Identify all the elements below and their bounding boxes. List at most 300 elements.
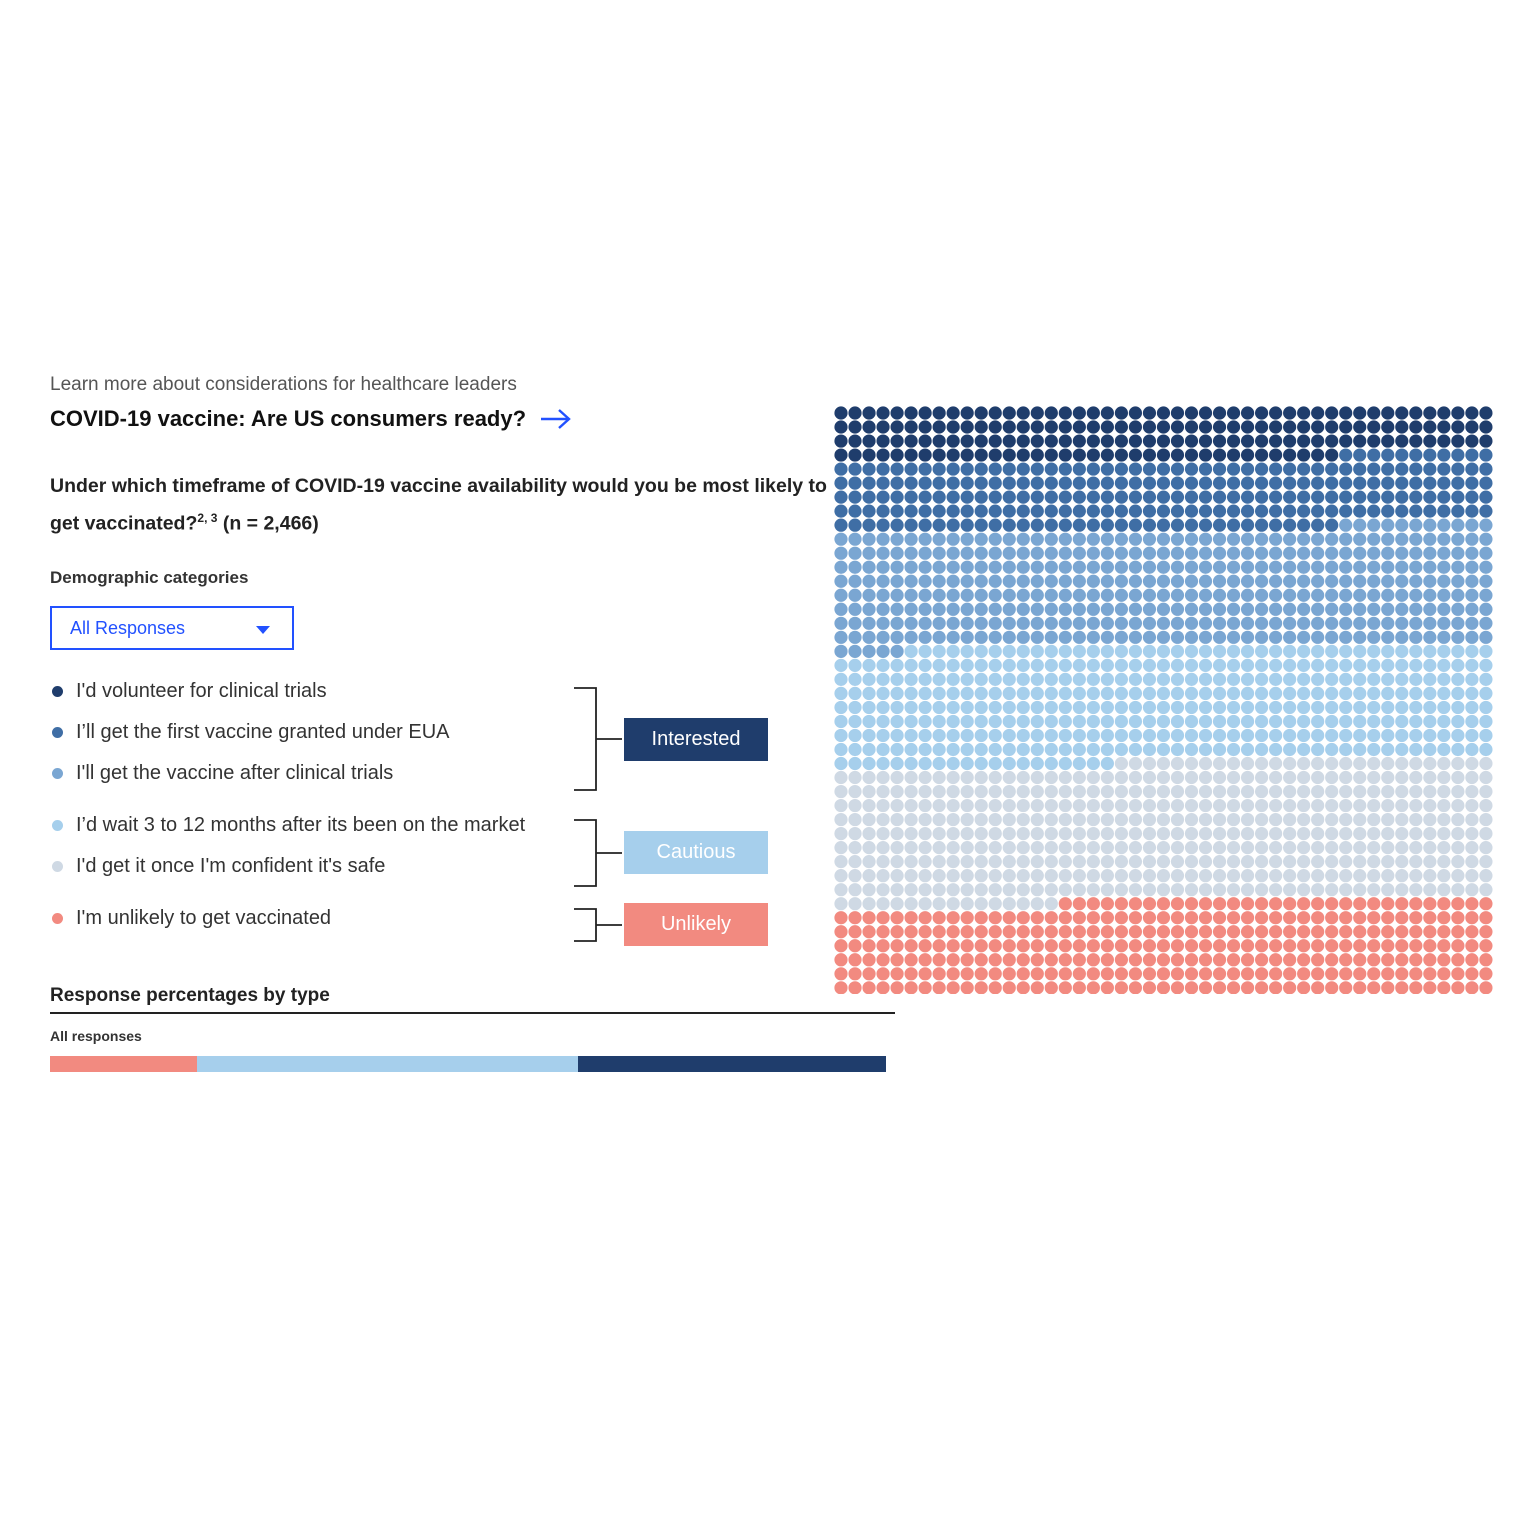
waffle-dot [1185,925,1198,938]
waffle-dot [961,981,974,994]
waffle-dot [919,575,932,588]
waffle-dot [876,785,889,798]
waffle-dot [1241,981,1254,994]
waffle-dot [1423,448,1436,461]
waffle-dot [1129,645,1142,658]
waffle-dot [947,631,960,644]
waffle-dot [1325,420,1338,433]
waffle-dot [1115,589,1128,602]
waffle-dot [975,715,988,728]
waffle-dot [1171,883,1184,896]
waffle-dot [1479,434,1492,447]
waffle-dot [1325,603,1338,616]
waffle-dot [1325,939,1338,952]
waffle-dot [876,420,889,433]
waffle-dot [1241,491,1254,504]
waffle-dot [1227,869,1240,882]
waffle-dot [848,603,861,616]
waffle-dot [1465,617,1478,630]
waffle-dot [1381,827,1394,840]
waffle-dot [1227,771,1240,784]
waffle-dot [1031,420,1044,433]
waffle-dot [1003,477,1016,490]
waffle-dot [848,827,861,840]
waffle-dot [1409,967,1422,980]
waffle-dot [1437,883,1450,896]
waffle-dot [1339,575,1352,588]
waffle-dot [1073,939,1086,952]
caret-down-icon [256,618,270,639]
waffle-dot [1423,715,1436,728]
waffle-dot [1031,883,1044,896]
waffle-dot [1297,953,1310,966]
waffle-dot [1003,448,1016,461]
waffle-dot [989,547,1002,560]
bar-segment-interested [578,1056,886,1072]
unlikely-bracket [570,907,626,943]
waffle-dot [1409,547,1422,560]
waffle-dot [1451,939,1464,952]
waffle-dot [890,883,903,896]
waffle-dot [1213,953,1226,966]
waffle-dot [862,659,875,672]
waffle-dot [862,505,875,518]
waffle-dot [1059,785,1072,798]
waffle-dot [862,547,875,560]
waffle-dot [848,589,861,602]
waffle-dot [1423,883,1436,896]
waffle-dot [1045,855,1058,868]
waffle-dot [1213,406,1226,419]
waffle-dot [834,883,847,896]
waffle-dot [1325,406,1338,419]
waffle-dot [1325,785,1338,798]
waffle-dot [834,477,847,490]
waffle-dot [1409,645,1422,658]
waffle-dot [1395,491,1408,504]
waffle-dot [1311,533,1324,546]
waffle-dot [1241,687,1254,700]
waffle-dot [1171,827,1184,840]
waffle-dot [1367,547,1380,560]
waffle-dot [989,462,1002,475]
waffle-dot [1101,869,1114,882]
waffle-dot [1017,491,1030,504]
waffle-dot [1241,701,1254,714]
waffle-dot [1017,603,1030,616]
waffle-dot [1241,659,1254,672]
waffle-dot [1381,967,1394,980]
waffle-dot [1143,617,1156,630]
waffle-dot [834,925,847,938]
waffle-dot [989,827,1002,840]
waffle-dot [1465,771,1478,784]
waffle-dot [1465,743,1478,756]
bar-segment-cautious [197,1056,578,1072]
waffle-dot [1325,491,1338,504]
waffle-dot [1171,589,1184,602]
waffle-dot [1129,813,1142,826]
waffle-dot [1339,659,1352,672]
waffle-dot [989,561,1002,574]
waffle-dot [1353,869,1366,882]
waffle-dot [1339,757,1352,770]
waffle-dot [1241,953,1254,966]
waffle-dot [1311,869,1324,882]
waffle-dot [848,701,861,714]
waffle-dot [1101,589,1114,602]
waffle-dot [1241,729,1254,742]
waffle-dot [1101,897,1114,910]
waffle-dot [1255,673,1268,686]
waffle-dot [834,869,847,882]
waffle-dot [1227,617,1240,630]
waffle-dot [1227,687,1240,700]
demographic-select[interactable] [50,606,294,650]
waffle-dot [933,729,946,742]
waffle-dot [1227,967,1240,980]
waffle-dot [1395,659,1408,672]
waffle-dot [1199,406,1212,419]
waffle-dot [1213,477,1226,490]
waffle-dot [1045,406,1058,419]
waffle-dot [1479,799,1492,812]
waffle-dot [848,771,861,784]
waffle-dot [1199,953,1212,966]
waffle-dot [1367,687,1380,700]
waffle-dot [989,841,1002,854]
waffle-dot [1241,967,1254,980]
waffle-dot [1297,659,1310,672]
waffle-dot [1283,547,1296,560]
waffle-dot [1003,519,1016,532]
waffle-dot [1059,939,1072,952]
waffle-dot [1199,547,1212,560]
waffle-dot [1045,729,1058,742]
waffle-dot [1269,406,1282,419]
waffle-dot [1241,869,1254,882]
waffle-dot [1297,505,1310,518]
waffle-dot [933,491,946,504]
waffle-dot [905,617,918,630]
waffle-dot [1157,420,1170,433]
waffle-dot [933,981,946,994]
arrow-right-icon[interactable] [540,408,572,430]
waffle-dot [1479,603,1492,616]
waffle-dot [1409,771,1422,784]
waffle-dot [1031,953,1044,966]
waffle-dot [1003,561,1016,574]
waffle-dot [1171,715,1184,728]
waffle-dot [961,617,974,630]
waffle-dot [876,925,889,938]
waffle-dot [1479,841,1492,854]
waffle-dot [1017,925,1030,938]
waffle-dot [1101,757,1114,770]
waffle-dot [1311,785,1324,798]
waffle-dot [1325,617,1338,630]
waffle-dot [1241,757,1254,770]
waffle-dot [1213,897,1226,910]
waffle-dot [848,645,861,658]
waffle-dot [1353,855,1366,868]
waffle-dot [1213,743,1226,756]
waffle-dot [1479,659,1492,672]
waffle-dot [961,771,974,784]
waffle-dot [1465,420,1478,433]
waffle-dot [1171,645,1184,658]
waffle-dot [919,448,932,461]
waffle-dot [1325,701,1338,714]
waffle-dot [1115,743,1128,756]
waffle-dot [1003,491,1016,504]
waffle-dot [1395,925,1408,938]
waffle-dot [1311,631,1324,644]
waffle-dot [1031,925,1044,938]
waffle-dot [1017,981,1030,994]
waffle-dot [961,855,974,868]
waffle-dot [1003,799,1016,812]
waffle-dot [1381,505,1394,518]
waffle-dot [1143,645,1156,658]
waffle-dot [834,673,847,686]
waffle-dot [1367,617,1380,630]
waffle-dot [862,491,875,504]
waffle-dot [1157,967,1170,980]
waffle-dot [989,617,1002,630]
waffle-dot [1185,715,1198,728]
waffle-dot [1171,505,1184,518]
waffle-dot [890,673,903,686]
article-link[interactable] [50,406,572,432]
waffle-dot [1045,434,1058,447]
waffle-dot [1381,673,1394,686]
waffle-dot [1115,883,1128,896]
waffle-dot [834,561,847,574]
waffle-dot [1059,617,1072,630]
waffle-dot [1479,575,1492,588]
waffle-dot [1129,729,1142,742]
waffle-dot [876,701,889,714]
waffle-dot [876,434,889,447]
waffle-dot [1395,715,1408,728]
waffle-dot [1227,505,1240,518]
waffle-dot [1157,533,1170,546]
waffle-dot [947,771,960,784]
waffle-dot [848,813,861,826]
waffle-dot [1381,575,1394,588]
waffle-dot [1115,645,1128,658]
waffle-dot [890,631,903,644]
waffle-dot [919,715,932,728]
waffle-dot [1297,911,1310,924]
waffle-dot [933,448,946,461]
waffle-dot [1185,701,1198,714]
waffle-dot [1339,462,1352,475]
waffle-dot [961,505,974,518]
waffle-dot [1311,827,1324,840]
waffle-dot [1129,897,1142,910]
waffle-dot [1465,561,1478,574]
waffle-dot [1451,687,1464,700]
waffle-dot [1031,785,1044,798]
waffle-dot [1339,589,1352,602]
waffle-dot [919,561,932,574]
waffle-dot [1395,939,1408,952]
waffle-dot [1437,757,1450,770]
waffle-dot [1465,869,1478,882]
waffle-dot [1003,603,1016,616]
waffle-dot [1101,575,1114,588]
waffle-dot [834,743,847,756]
waffle-dot [1479,953,1492,966]
waffle-dot [1017,575,1030,588]
waffle-dot [1437,420,1450,433]
waffle-dot [947,715,960,728]
waffle-dot [1031,897,1044,910]
waffle-dot [1311,925,1324,938]
waffle-dot [890,771,903,784]
waffle-dot [905,547,918,560]
waffle-dot [1395,533,1408,546]
waffle-dot [1157,505,1170,518]
waffle-dot [1437,771,1450,784]
waffle-dot [862,477,875,490]
waffle-dot [975,799,988,812]
waffle-dot [1325,533,1338,546]
waffle-dot [890,645,903,658]
waffle-dot [1465,981,1478,994]
waffle-dot [1423,967,1436,980]
waffle-dot [919,799,932,812]
waffle-dot [848,617,861,630]
waffle-dot [1213,827,1226,840]
waffle-dot [1227,645,1240,658]
waffle-dot [1269,617,1282,630]
waffle-dot [1157,729,1170,742]
waffle-dot [1311,981,1324,994]
waffle-dot [1031,911,1044,924]
waffle-dot [848,981,861,994]
waffle-dot [1395,757,1408,770]
waffle-dot [862,757,875,770]
waffle-dot [947,981,960,994]
waffle-dot [1213,813,1226,826]
waffle-dot [947,883,960,896]
waffle-dot [961,420,974,433]
waffle-dot [1339,813,1352,826]
waffle-dot [834,967,847,980]
waffle-dot [1157,855,1170,868]
waffle-dot [876,799,889,812]
waffle-dot [1073,687,1086,700]
waffle-dot [1311,575,1324,588]
waffle-dot [1003,855,1016,868]
waffle-dot [1381,883,1394,896]
waffle-dot [1045,533,1058,546]
waffle-dot [1017,519,1030,532]
waffle-dot [1017,533,1030,546]
waffle-dot [1115,477,1128,490]
waffle-dot [1115,505,1128,518]
waffle-dot [1213,505,1226,518]
waffle-dot [1171,547,1184,560]
waffle-dot [933,785,946,798]
waffle-dot [905,897,918,910]
waffle-dot [1353,505,1366,518]
waffle-dot [1073,420,1086,433]
waffle-dot [1199,617,1212,630]
waffle-dot [1227,477,1240,490]
waffle-dot [947,897,960,910]
waffle-dot [1171,519,1184,532]
waffle-dot [975,533,988,546]
waffle-dot [1101,547,1114,560]
waffle-dot [1465,813,1478,826]
waffle-dot [1465,855,1478,868]
waffle-dot [905,827,918,840]
waffle-dot [1255,519,1268,532]
waffle-dot [834,841,847,854]
waffle-dot [1241,883,1254,896]
waffle-dot [1381,841,1394,854]
waffle-dot [1087,561,1100,574]
waffle-dot [1325,575,1338,588]
waffle-dot [1465,406,1478,419]
waffle-dot [1073,883,1086,896]
waffle-dot [1381,981,1394,994]
waffle-dot [1073,659,1086,672]
waffle-dot [1325,462,1338,475]
waffle-dot [1157,434,1170,447]
waffle-dot [834,939,847,952]
waffle-dot [1381,953,1394,966]
waffle-dot [890,561,903,574]
waffle-dot [1101,729,1114,742]
waffle-dot [1269,883,1282,896]
waffle-dot [1045,462,1058,475]
waffle-dot [947,953,960,966]
waffle-dot [1087,477,1100,490]
waffle-dot [1115,462,1128,475]
waffle-dot [1031,855,1044,868]
waffle-dot [1199,897,1212,910]
waffle-dot [1269,911,1282,924]
waffle-dot [1353,897,1366,910]
waffle-dot [1213,939,1226,952]
waffle-dot [1031,701,1044,714]
waffle-dot [890,434,903,447]
waffle-dot [1073,953,1086,966]
waffle-dot [1409,603,1422,616]
waffle-dot [947,841,960,854]
waffle-dot [933,603,946,616]
waffle-dot [1311,491,1324,504]
waffle-dot [1241,925,1254,938]
waffle-dot [1367,743,1380,756]
waffle-dot [1003,911,1016,924]
waffle-dot [1269,477,1282,490]
waffle-dot [1241,645,1254,658]
waffle-dot [1395,687,1408,700]
waffle-dot [1381,434,1394,447]
waffle-dot [1185,883,1198,896]
waffle-dot [1045,911,1058,924]
waffle-dot [1087,883,1100,896]
waffle-dot [1129,771,1142,784]
waffle-dot [1115,406,1128,419]
waffle-dot [1143,897,1156,910]
